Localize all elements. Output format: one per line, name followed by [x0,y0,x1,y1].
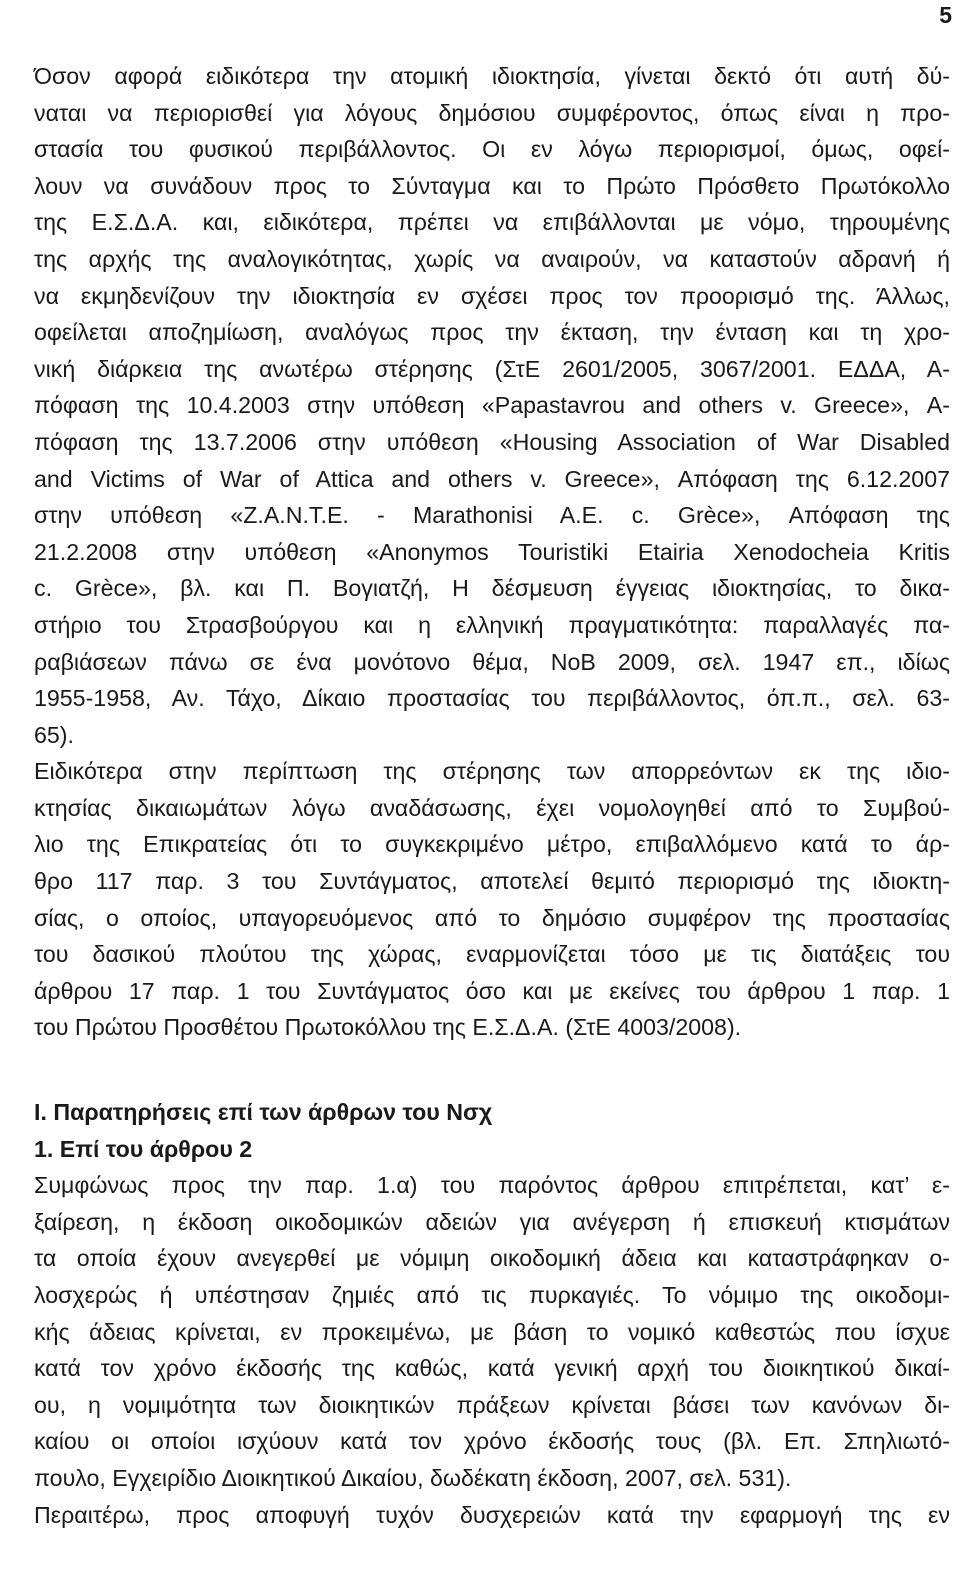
text-line: της αρχής της αναλογικότητας, χωρίς να αναιρούν, να καταστούν αδρανή ή [34,245,950,272]
text-line: του Πρώτου Προσθέτου Πρωτοκόλλου της Ε.Σ.Δ.Α. (ΣτΕ 4003/2008). [34,1014,742,1041]
section-heading: Ι. Παρατηρήσεις επί των άρθρων του Νσχ [34,1099,493,1126]
text-line: Όσον αφορά ειδικότερα την ατομική ιδιοκτησία, γίνεται δεκτό ότι αυτή δύ- [34,63,950,89]
text-line: άρθρου 17 παρ. 1 του Συντάγματος όσο και με εκείνες του άρθρου 1 παρ. 1 [34,977,950,1004]
text-line: του δασικού πλούτου της χώρας, εναρμονίζεται τόσο με τις διατάξεις του [34,941,950,968]
text-line: c. Grèce», βλ. και Π. Βογιατζή, Η δέσμευση έγγειας ιδιοκτησίας, το δικα- [34,575,950,602]
text-line: 65). [34,721,74,748]
text-line: πόφαση της 13.7.2006 στην υπόθεση «Housing Association of War Disabled [34,428,950,455]
text-line: καίου οι οποίοι ισχύουν κατά τον χρόνο έκδοσής τους (βλ. Επ. Σπηλιωτό- [34,1428,950,1455]
text-line: κτησίας δικαιωμάτων λόγω αναδάσωσης, έχει νομολογηθεί από το Συμβού- [34,794,950,821]
text-line: στην υπόθεση «Z.A.N.T.E. - Marathonisi A.E. c. Grèce», Απόφαση της [34,502,950,529]
text-line: πόφαση της 10.4.2003 στην υπόθεση «Papastavrou and others v. Greece», Α- [34,392,950,419]
text-line: πουλο, Εγχειρίδιο Διοικητικού Δικαίου, δωδέκατη έκδοση, 2007, σελ. 531). [34,1464,792,1491]
text-line: 21.2.2008 στην υπόθεση «Anonymos Touristiki Etairia Xenodocheia Kritis [34,538,950,565]
text-line: της Ε.Σ.Δ.Α. και, ειδικότερα, πρέπει να επιβάλλονται με νόμο, τηρουμένης [34,209,950,236]
text-line: κής άδειας κρίνεται, εν προκειμένω, με βάση το νομικό καθεστώς που ίσχυε [34,1318,950,1345]
text-line: στήριο του Στρασβούργου και η ελληνική πραγματικότητα: παραλλαγές πα- [34,611,950,638]
text-line: Ειδικότερα στην περίπτωση της στέρησης των απορρεόντων εκ της ιδιο- [34,758,950,785]
text-line: σίας, ο οποίος, υπαγορευόμενος από το δημόσιο συμφέρον της προστασίας [34,904,950,931]
text-line: στασία του φυσικού περιβάλλοντος. Οι εν λόγω περιορισμοί, όμως, οφεί- [34,136,950,163]
text-line: ξαίρεση, η έκδοση οικοδομικών αδειών για ανέγερση ή επισκευή κτισμάτων [34,1208,950,1235]
paragraph [34,1497,950,1534]
text-line: ου, η νομιμότητα των διοικητικών πράξεων κρίνεται βάσει των κανόνων δι- [34,1391,950,1418]
text-line: οφείλεται αποζημίωση, αναλόγως προς την έκταση, την ένταση και τη χρο- [34,319,950,346]
paragraph [34,58,950,753]
text-line: να εκμηδενίζουν την ιδιοκτησία εν σχέσει προς τον προορισμό της. Άλλως, [34,282,950,309]
document-body [34,58,950,1533]
text-line: λιο της Επικρατείας ότι το συγκεκριμένο μέτρο, επιβαλλόμενο κατά το άρ- [34,831,950,858]
section-spacer [34,1046,950,1094]
subsection-heading: 1. Επί του άρθρου 2 [34,1135,253,1162]
text-line: ραβιάσεων πάνω σε ένα μονότονο θέμα, ΝοΒ 2009, σελ. 1947 επ., ιδίως [34,648,950,675]
text-line: 1955-1958, Αν. Τάχο, Δίκαιο προστασίας του περιβάλλοντος, όπ.π., σελ. 63- [34,685,950,712]
text-line: θρο 117 παρ. 3 του Συντάγματος, αποτελεί θεμιτό περιορισμό της ιδιοκτη- [34,868,950,895]
text-line: Περαιτέρω, προς αποφυγή τυχόν δυσχερειών κατά την εφαρμογή της εν [34,1501,950,1528]
page-number: 5 [939,2,952,28]
text-line: and Victims of War of Attica and others v. Greece», Απόφαση της 6.12.2007 [34,465,950,492]
text-line: λουν να συνάδουν προς το Σύνταγμα και το Πρώτο Πρόσθετο Πρωτόκολλο [34,172,950,199]
paragraph [34,753,950,1046]
text-line: λοσχερώς ή υπέστησαν ζημιές από τις πυρκαγιές. Το νόμιμο της οικοδομι- [34,1282,950,1308]
text-line: κατά τον χρόνο έκδοσής της καθώς, κατά γενική αρχή του διοικητικού δικαί- [34,1355,950,1382]
text-line: τα οποία έχουν ανεγερθεί με νόμιμη οικοδομική άδεια και καταστράφηκαν ο- [34,1245,950,1272]
text-line: νική διάρκεια της ανωτέρω στέρησης (ΣτΕ 2601/2005, 3067/2001. ΕΔΔΑ, Α- [34,355,950,382]
text-line: ναται να περιορισθεί για λόγους δημόσιου συμφέροντος, όπως είναι η προ- [34,99,950,126]
paragraph [34,1167,950,1496]
text-line: Συμφώνως προς την παρ. 1.α) του παρόντος άρθρου επιτρέπεται, κατ’ ε- [34,1172,950,1199]
